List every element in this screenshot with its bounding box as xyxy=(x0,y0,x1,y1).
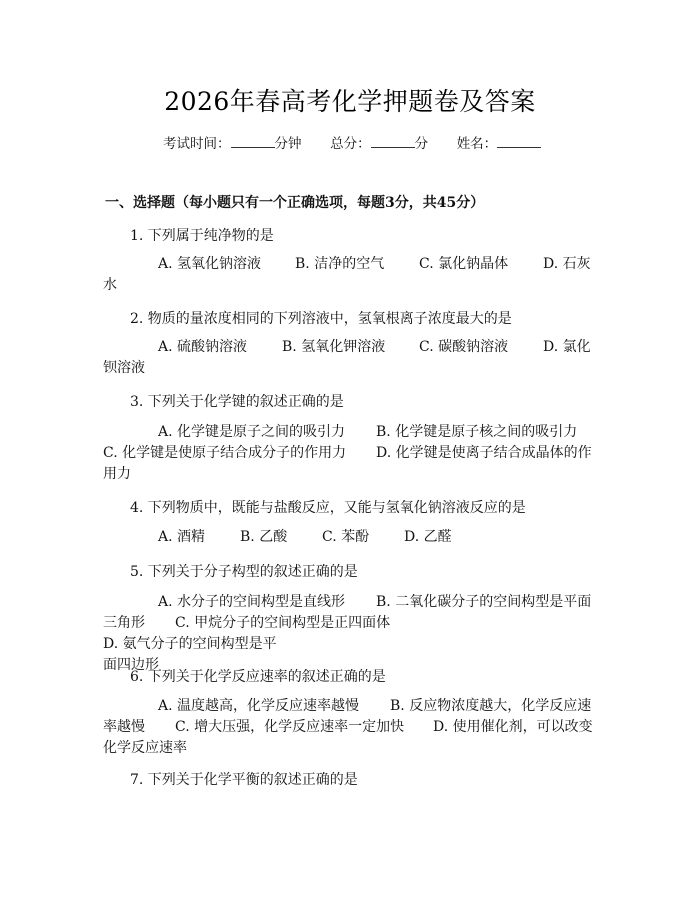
option-b: B. 氢氧化钾溶液 xyxy=(282,339,386,355)
question-stem: 7. 下列关于化学平衡的叙述正确的是 xyxy=(130,772,358,788)
section-heading: 一、选择题（每小题只有一个正确选项，每题3分，共45分） xyxy=(105,195,485,211)
question-stem: 6. 下列关于化学反应速率的叙述正确的是 xyxy=(130,669,386,685)
option-b-wrap: 三角形 xyxy=(103,615,145,631)
score-unit: 分 xyxy=(414,136,429,152)
option-d: D. 乙醛 xyxy=(404,529,452,545)
question-stem: 3. 下列关于化学键的叙述正确的是 xyxy=(130,394,344,410)
option-b: B. 二氧化碳分子的空间构型是平面 xyxy=(376,594,592,610)
options-line xyxy=(103,527,593,548)
options-line xyxy=(103,422,593,443)
options-line xyxy=(103,717,593,738)
question-options xyxy=(103,527,593,548)
question-options xyxy=(103,696,593,759)
option-d: D. 化学键是使离子结合成晶体的作 xyxy=(376,445,592,461)
question-stem: 5. 下列关于分子构型的叙述正确的是 xyxy=(130,564,358,580)
name-blank xyxy=(497,136,541,148)
option-b-wrap: 率越慢 xyxy=(103,719,145,735)
option-b: B. 洁净的空气 xyxy=(295,256,385,272)
option-d: D. 氨气分子的空间构型是平 xyxy=(103,636,277,652)
question-stem: 2. 物质的量浓度相同的下列溶液中，氢氧根离子浓度最大的是 xyxy=(130,311,512,327)
option-a: A. 温度越高，化学反应速率越慢 xyxy=(158,698,360,714)
option-c: C. 化学键是使原子结合成分子的作用力 xyxy=(103,445,347,461)
option-c: C. 氯化钠晶体 xyxy=(419,256,509,272)
options-line xyxy=(103,254,593,275)
option-d: D. 氯化 xyxy=(543,339,591,355)
name-label: 姓名： xyxy=(456,136,498,152)
option-a: A. 水分子的空间构型是直线形 xyxy=(158,594,346,610)
question-stem: 1. 下列属于纯净物的是 xyxy=(130,228,274,244)
options-wrap-line: 用力 xyxy=(103,466,131,482)
question-options xyxy=(103,337,593,379)
options-wrap-line: 化学反应速率 xyxy=(103,740,187,756)
option-c: C. 苯酚 xyxy=(322,529,370,545)
option-c: C. 增大压强，化学反应速率一定加快 xyxy=(175,719,405,735)
options-wrap-line: 面四边形 xyxy=(103,657,159,673)
option-d: D. 使用催化剂，可以改变 xyxy=(433,719,593,735)
question-options xyxy=(103,254,593,296)
time-unit: 分钟 xyxy=(274,136,302,152)
option-c: C. 碳酸钠溶液 xyxy=(419,339,509,355)
question-options xyxy=(103,422,593,485)
options-wrap-line: 钡溶液 xyxy=(103,360,145,376)
option-a: A. 硫酸钠溶液 xyxy=(158,339,248,355)
options-line xyxy=(103,592,593,613)
option-d: D. 石灰 xyxy=(543,256,591,272)
option-b: B. 反应物浓度越大，化学反应速 xyxy=(390,698,592,714)
page-title: 2026年春高考化学押题卷及答案 xyxy=(164,87,536,116)
option-b: B. 乙酸 xyxy=(240,529,288,545)
option-c: C. 甲烷分子的空间构型是正四面体 xyxy=(175,615,391,631)
time-blank xyxy=(231,136,275,148)
time-label: 考试时间： xyxy=(163,136,231,152)
score-blank xyxy=(371,136,415,148)
question-stem: 4. 下列物质中，既能与盐酸反应，又能与氢氧化钠溶液反应的是 xyxy=(130,500,526,516)
options-line xyxy=(103,613,593,655)
options-wrap-line: 水 xyxy=(103,277,117,293)
option-a: A. 酒精 xyxy=(158,529,206,545)
exam-meta-line xyxy=(163,132,541,152)
score-label: 总分： xyxy=(330,136,371,152)
question-options xyxy=(103,592,593,676)
options-line xyxy=(103,696,593,717)
options-line xyxy=(103,443,593,464)
options-line xyxy=(103,337,593,358)
option-a: A. 氢氧化钠溶液 xyxy=(158,256,262,272)
option-a: A. 化学键是原子之间的吸引力 xyxy=(158,424,346,440)
option-b: B. 化学键是原子核之间的吸引力 xyxy=(376,424,578,440)
